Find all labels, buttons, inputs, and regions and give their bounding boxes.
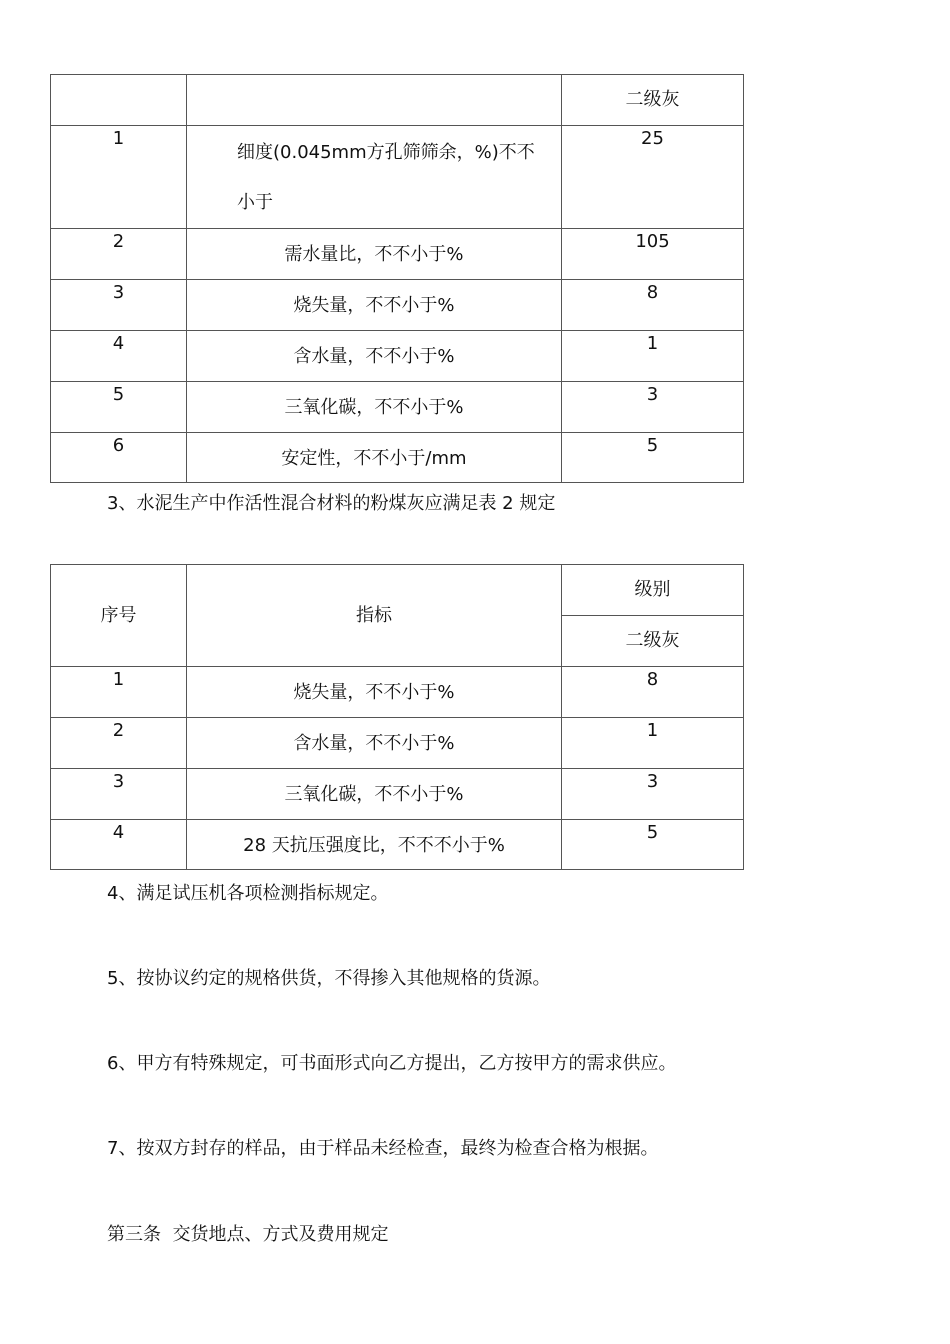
section-heading: 第三条 交货地点、方式及费用规定 [107,1224,389,1245]
row-number-text: 2 [112,720,125,741]
row-indicator [187,382,562,433]
row-indicator [187,667,562,718]
row-number-text: 6 [112,435,125,456]
row-value [562,820,744,870]
row-value [562,280,744,331]
header-grade: 二级灰 [562,616,744,667]
row-value [562,667,744,718]
row-indicator [187,126,562,229]
row-number [51,229,187,280]
row-value-text: 8 [646,669,659,690]
row-value-text: 105 [635,231,670,252]
row-indicator-text: 细度(0.045mm方孔筛筛余，%)不不小于 [237,142,535,213]
paragraph-5: 5、按协议约定的规格供货，不得掺入其他规格的货源。 [107,968,551,989]
row-indicator-text: 三氧化碳，不不小于% [284,784,464,805]
row-value-text: 3 [646,384,659,405]
row-value [562,433,744,483]
row-number [51,820,187,870]
row-number [51,718,187,769]
table-header-row [51,75,744,126]
row-number-text: 2 [112,231,125,252]
row-value [562,331,744,382]
row-indicator-text: 烧失量，不不小于% [293,682,455,703]
row-indicator-text: 三氧化碳，不不小于% [284,397,464,418]
fly-ash-table-1 [50,74,744,483]
row-number-text: 1 [112,669,125,690]
row-number-text: 4 [112,822,125,843]
table-row [51,331,744,382]
row-number-text: 4 [112,333,125,354]
row-number [51,331,187,382]
row-indicator-text: 含水量，不不小于% [293,346,455,367]
paragraph-6: 6、甲方有特殊规定，可书面形式向乙方提出，乙方按甲方的需求供应。 [107,1053,677,1074]
paragraph-7: 7、按双方封存的样品，由于样品未经检查，最终为检查合格为根据。 [107,1138,659,1159]
table-row [51,382,744,433]
row-value [562,718,744,769]
row-number [51,769,187,820]
header-serial-no: 序号 [51,565,187,667]
row-value-text: 3 [646,771,659,792]
row-number [51,433,187,483]
row-value-text: 5 [646,435,659,456]
row-value [562,126,744,229]
row-number-text: 3 [112,282,125,303]
row-indicator-text: 需水量比，不不小于% [284,244,464,265]
paragraph-3: 3、水泥生产中作活性混合材料的粉煤灰应满足表 2 规定 [107,493,556,514]
row-value [562,229,744,280]
row-indicator [187,820,562,870]
row-indicator [187,229,562,280]
table-row [51,820,744,870]
table-row [51,769,744,820]
table-header-row [51,565,744,616]
row-value-text: 1 [646,720,659,741]
table-row [51,229,744,280]
table-row [51,718,744,769]
row-indicator-text: 28 天抗压强度比，不不不小于% [243,835,505,856]
row-value-text: 25 [641,128,664,149]
table-row [51,667,744,718]
table-row [51,126,744,229]
row-value-text: 8 [646,282,659,303]
header-level: 级别 [562,565,744,616]
header-cell-empty [51,75,187,126]
row-indicator [187,769,562,820]
row-indicator [187,718,562,769]
row-value-text: 5 [646,822,659,843]
row-indicator [187,331,562,382]
row-indicator-text: 安定性，不不小于/mm [281,448,467,469]
row-number [51,667,187,718]
header-indicator: 指标 [187,565,562,667]
row-number [51,126,187,229]
row-value-text: 1 [646,333,659,354]
row-indicator [187,280,562,331]
header-cell-empty [187,75,562,126]
row-indicator-text: 含水量，不不小于% [293,733,455,754]
row-indicator [187,433,562,483]
header-grade: 二级灰 [562,75,744,126]
row-number [51,382,187,433]
row-indicator-text: 烧失量，不不小于% [293,295,455,316]
row-value [562,382,744,433]
fly-ash-table-2 [50,564,744,870]
row-number [51,280,187,331]
row-number-text: 5 [112,384,125,405]
table-row [51,280,744,331]
row-number-text: 3 [112,771,125,792]
row-value [562,769,744,820]
paragraph-4: 4、满足试压机各项检测指标规定。 [107,883,389,904]
row-number-text: 1 [112,128,125,149]
table-row [51,433,744,483]
